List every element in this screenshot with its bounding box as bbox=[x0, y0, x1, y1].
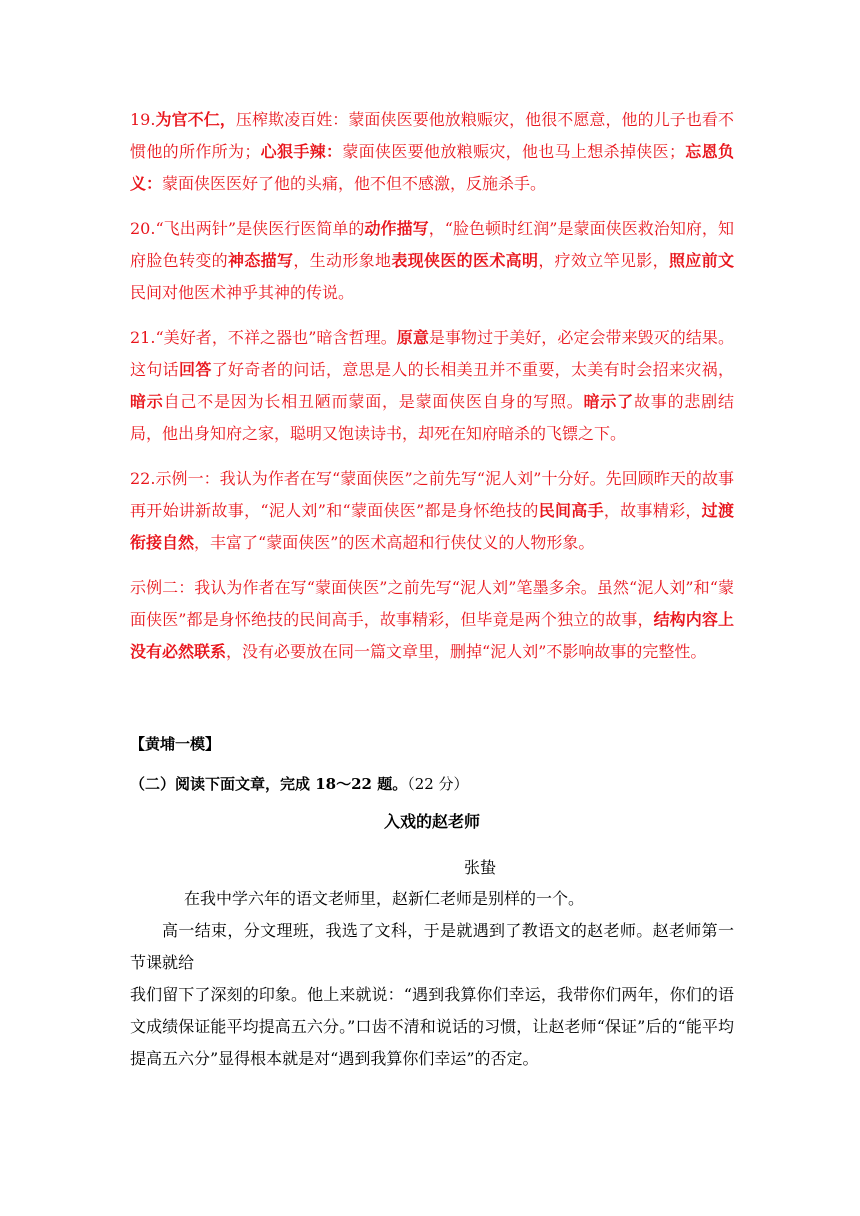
answer-text: 21.“美好者，不祥之器也”暗含哲理。 bbox=[130, 328, 397, 347]
answer-text: 自己不是因为长相丑陋而蒙面，是蒙面侠医自身的写照。 bbox=[163, 392, 584, 411]
answer-text: 蒙面侠医医好了他的头痛，他不但不感激，反施杀手。 bbox=[162, 174, 547, 193]
answer-keyword: 过渡衔接自然 bbox=[130, 501, 734, 552]
answer-text: ，生动形象地 bbox=[293, 251, 392, 270]
answer-text: 22.示例一：我认为作者在写“蒙面侠医”之前先写“泥人刘”十分好。先回顾昨天的故事再开始讲新故事，“泥人刘”和“蒙面侠医”都是身怀绝技的 bbox=[130, 469, 734, 520]
essay-author: 张蛰 bbox=[463, 858, 496, 877]
answer-text: 20.“飞出两针”是侠医行医简单的 bbox=[130, 219, 365, 238]
answer-text: 是事物过于美好，必定会带来毁灭的结果。这句话 bbox=[130, 328, 734, 379]
question-instruction bbox=[130, 769, 734, 799]
answer-keyword: 神态描写 bbox=[228, 251, 294, 270]
answer-text: 19. bbox=[130, 110, 156, 129]
section-title: 【黄埔一模】 bbox=[130, 735, 221, 753]
answer-keyword: 暗示了 bbox=[583, 392, 634, 411]
answer-keyword: 结构内容上没有必然联系 bbox=[130, 610, 734, 661]
section-spacer bbox=[130, 681, 734, 729]
answer-text: 了好奇者的问话，意思是人的长相美丑并不重要，太美有时会招来灾祸， bbox=[211, 360, 734, 379]
answer-text: 示例二：我认为作者在写“蒙面侠医”之前先写“泥人刘”笔墨多余。虽然“泥人刘”和“蒙面侠医”都是身怀绝技的民间高手，故事精彩，但毕竟是两个独立的故事， bbox=[130, 578, 734, 629]
answer-keyword: 民间高手 bbox=[538, 501, 604, 520]
essay-paragraph: 在我中学六年的语文老师里，赵新仁老师是别样的一个。 bbox=[184, 889, 585, 908]
answer-keyword: 心狠手辣： bbox=[260, 142, 343, 161]
answer-text: ，“脸色顿时红润”是蒙面侠医救治知府，知府脸色转变的 bbox=[130, 219, 734, 270]
answer-text: 民间对他医术神乎其神的传说。 bbox=[130, 283, 355, 302]
answer-keyword: 表现侠医的医术高明 bbox=[391, 251, 539, 270]
essay-paragraph: 我们留下了深刻的印象。他上来就说：“遇到我算你们幸运，我带你们两年，你们的语文成绩保证能平均提高五六分。”口齿不清和说话的习惯，让赵老师“保证”后的“能平均提高五六分”显得根本就是对“遇到我算你们幸运”的否定。 bbox=[130, 985, 734, 1068]
answer-keyword: 回答 bbox=[179, 360, 212, 379]
answer-20 bbox=[130, 213, 734, 309]
answer-text: 故事的悲剧结局，他出身知府之家，聪明又饱读诗书，却死在知府暗杀的飞镖之下。 bbox=[130, 392, 734, 443]
essay-title: 入戏的赵老师 bbox=[383, 812, 480, 831]
answer-keyword: 暗示 bbox=[130, 392, 164, 411]
answer-text: ，丰富了“蒙面侠医”的医术高超和行侠仗义的人物形象。 bbox=[194, 533, 595, 552]
answer-keyword: 动作描写 bbox=[364, 219, 429, 238]
answer-text: ，没有必要放在同一篇文章里，删掉“泥人刘”不影响故事的完整性。 bbox=[226, 642, 707, 661]
answer-keyword: 原意 bbox=[396, 328, 429, 347]
question-main: （二）阅读下面文章，完成 18～22 题。 bbox=[130, 775, 408, 793]
answer-text: ，疗效立竿见影， bbox=[538, 251, 669, 270]
answer-text: 压榨欺凌百姓：蒙面侠医要他放粮赈灾，他很不愿意，他的儿子也看不惯他的所作所为； bbox=[130, 110, 734, 161]
essay-paragraph: 高一结束，分文理班，我选了文科，于是就遇到了教语文的赵老师。赵老师第一节课就给 bbox=[130, 921, 734, 972]
answer-keyword: 为官不仁， bbox=[155, 110, 236, 129]
answer-21 bbox=[130, 322, 734, 450]
answer-keyword: 忘恩负义： bbox=[130, 142, 734, 193]
answer-keyword: 照应前文 bbox=[668, 251, 734, 270]
answer-text: 蒙面侠医要他放粮赈灾，他也马上想杀掉侠医； bbox=[342, 142, 685, 161]
answer-19 bbox=[130, 104, 734, 200]
answer-22-example-2 bbox=[130, 572, 734, 668]
answer-text: ，故事精彩， bbox=[603, 501, 702, 520]
answer-22-example-1 bbox=[130, 463, 734, 559]
document-content bbox=[130, 104, 734, 1075]
question-score: （22 分） bbox=[407, 775, 469, 793]
